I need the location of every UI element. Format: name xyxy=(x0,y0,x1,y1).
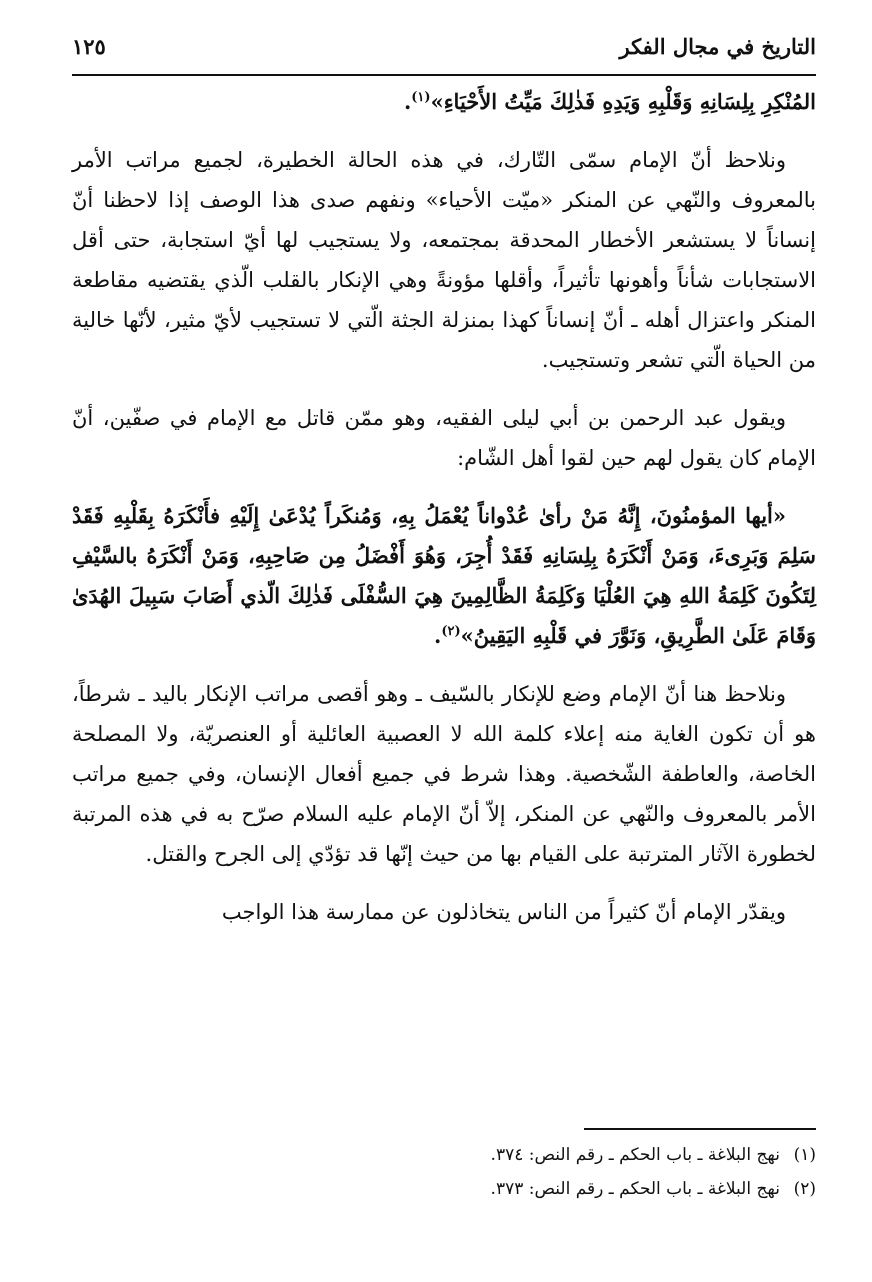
footnote-text: نهج البلاغة ـ باب الحكم ـ رقم النص: ٣٧٣. xyxy=(490,1179,780,1199)
imam-quote-text: «أيها المؤمنُونَ، إِنَّهُ مَنْ رأىٰ عُدْواناً يُعْمَلُ بِهِ، وَمُنكَراً يُدْعَىٰ إِلَيْهِ فأَنْكَرَهُ بِقَلْبِهِ فَقَدْ سَلِمَ وَبَرِىءَ، وَمَنْ أَنْكَرَهُ بِلِسَانِهِ فَقَدْ أُجِرَ، وَهُوَ أَفْضَلُ مِن صَاحِبِهِ، وَمَنْ أَنْكَرَهُ بالسَّيْفِ لِتَكُونَ كَلِمَةُ اللهِ هِيَ العُلْيَا وَكَلِمَةُ الظَّالِمِينَ هِيَ السُّفْلَى فَذٰلِكَ الّذي أَصَابَ سَبِيلَ الهُدَىٰ وَقَامَ عَلَىٰ الطَّرِيقِ، وَنَوَّرَ في قَلْبِهِ اليَقِينُ» xyxy=(72,503,816,648)
imam-quote-tail: . xyxy=(434,623,442,648)
footnote-number: (١) xyxy=(793,1145,816,1165)
paragraph-sword-condition: ونلاحظ هنا أنّ الإمام وضع للإنكار بالسّيف ـ وهو أقصى مراتب الإنكار باليد ـ شرطاً، هو أن تكون الغاية منه إعلاء كلمة الله لا العصبية العائلية أو العنصريّة، ولا المصلحة الخاصة، والعاطفة الشّخصية. وهذا شرط في جميع أفعال الإنسان، وفي جميع مراتب الأمر بالمعروف والنّهي عن المنكر، إلاّ أنّ الإمام عليه السلام صرّح به في هذه المرتبة لخطورة الآثار المترتبة على القيام بها من حيث إنّها قد تؤدّي إلى الجرح والقتل. xyxy=(72,682,816,866)
footnote-ref-2: (٢) xyxy=(441,624,461,639)
quote-tail: . xyxy=(403,89,412,114)
page-number: ١٢٥ xyxy=(72,34,106,59)
page-header xyxy=(72,30,816,70)
running-title: التاريخ في مجال الفكر xyxy=(619,34,816,59)
footnote-number: (٢) xyxy=(793,1179,816,1199)
header-rule xyxy=(72,74,816,76)
paragraph-abd-al-rahman: ويقول عبد الرحمن بن أبي ليلى الفقيه، وهو ممّن قاتل مع الإمام في صفّين، أنّ الإمام كان يقول لهم حين لقوا أهل الشّام: xyxy=(72,406,816,470)
main-text xyxy=(72,82,816,932)
footnote-text: نهج البلاغة ـ باب الحكم ـ رقم النص: ٣٧٤. xyxy=(490,1145,780,1165)
paragraph-quote-continuation xyxy=(72,82,816,122)
paragraph-dead-among-living: ونلاحظ أنّ الإمام سمّى التّارك، في هذه الحالة الخطيرة، لجميع مراتب الأمر بالمعروف والنّهي عن المنكر «ميّت الأحياء» ونفهم صدى هذا الوصف إذا لاحظنا أنّ إنساناً لا يستشعر الأخطار المحدقة بمجتمعه، ولا يستجيب لها أيّ استجابة، حتى أقل الاستجابات شأناً وأهونها تأثيراً، وأقلها مؤونةً وهي الإنكار بالقلب الّذي يقتضيه مقاطعة المنكر واعتزال أهله ـ أنّ إنساناً كهذا بمنزلة الجثة الّتي لا تستجيب لأيّ مثير، لأنّها خالية من الحياة الّتي تشعر وتستجيب. xyxy=(72,148,816,372)
footnote-1 xyxy=(72,1138,816,1172)
footnote-ref-1: (١) xyxy=(411,90,431,105)
paragraph-continues: ويقدّر الإمام أنّ كثيراً من الناس يتخاذلون عن ممارسة هذا الواجب xyxy=(221,900,786,924)
paragraph-imam-quote xyxy=(72,496,816,656)
footnotes xyxy=(72,1138,816,1206)
footnote-rule xyxy=(584,1128,816,1130)
footnote-2 xyxy=(72,1172,816,1206)
quote-text: المُنْكِرِ بِلِسَانِهِ وَقَلْبِهِ وَيَدِهِ فَذٰلِكَ مَيِّتُ الأَحْيَاءِ» xyxy=(430,89,816,114)
